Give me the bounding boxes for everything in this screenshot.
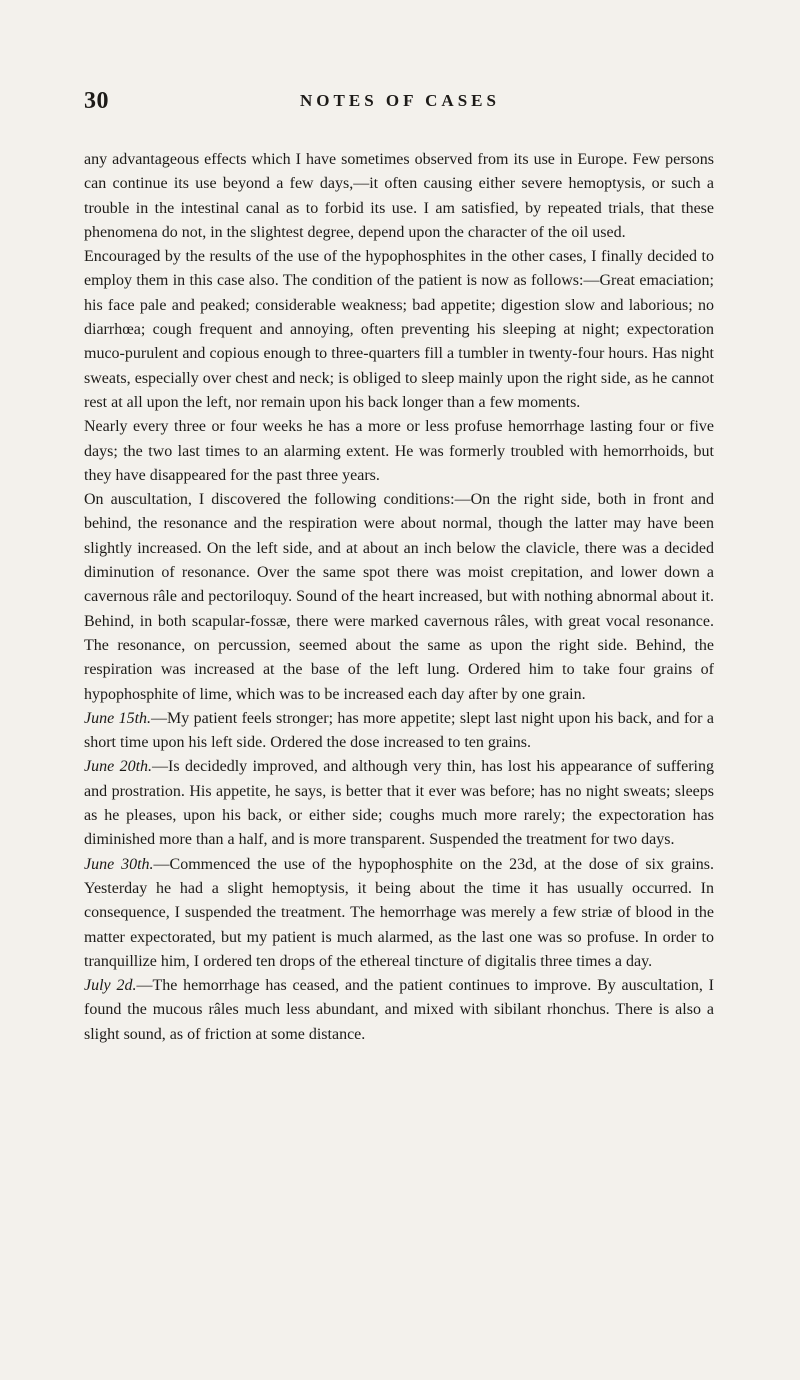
page-number: 30 (84, 88, 109, 114)
paragraph-text: —My patient feels stronger; has more appetite; slept last night upon his back, and for a short time upon his left side. Ordered the dose increased to ten grains. (84, 709, 714, 752)
paragraph-text: any advantageous effects which I have sometimes observed from its use in Europe. Few persons can continue its use beyond a few days,—it often causing either severe hemoptysis, or such a trouble in the intestinal canal as to forbid its use. I am satisfied, by repeated trials, that these phenomena do not, in the slightest degree, depend upon the character of the oil used. (84, 151, 714, 241)
paragraph-hypophosphites (84, 245, 714, 415)
paragraph-text: —Is decidedly improved, and although very thin, has lost his appearance of suffering and prostration. His appetite, he says, is better that it ever was before; has no night sweats; sleeps as he pleases, upon his back, or either side; coughs much more rarely; the expectoration has diminished more than a half, and is more transparent. Suspended the treatment for two days. (84, 758, 714, 849)
paragraph-auscultation (84, 488, 714, 707)
entry-date: June 20th. (84, 758, 153, 776)
entry-date: June 15th. (84, 709, 152, 727)
paragraph-continuation (84, 148, 714, 245)
paragraph-text: Encouraged by the results of the use of the hypophosphites in the other cases, I finally decided to employ them in this case also. The condition of the patient is now as follows:—Great emaciation; his face pale and peaked; considerable weakness; bad appetite; digestion slow and laborious; no diarrhœa; cough frequent and annoying, often preventing his sleeping at night; expectoration muco-purulent and copious enough to three-quarters fill a tumbler in twenty-four hours. Has night sweats, especially over chest and neck; is obliged to sleep mainly upon the right side, as he cannot rest at all upon the left, nor remain upon his back longer than a few moments. (84, 248, 714, 411)
paragraph-june-20 (84, 755, 714, 852)
paragraph-hemorrhage (84, 415, 714, 488)
paragraph-text: On auscultation, I discovered the following conditions:—On the right side, both in front and behind, the resonance and the respiration were about normal, though the latter may have been slightly increased. On the left side, and at about an inch below the clavicle, there was a decided diminution of resonance. Over the same spot there was moist crepitation, and lower down a cavernous râle and pectoriloquy. Sound of the heart increased, but with nothing abnormal about it. Behind, in both scapular-fossæ, there were marked cavernous râles, with great vocal resonance. The resonance, on percussion, seemed about the same as upon the right side. Behind, the respiration was increased at the base of the left lung. Ordered him to take four grains of hypophosphite of lime, which was to be increased each day after by one grain. (84, 491, 714, 703)
paragraph-june-30 (84, 853, 714, 974)
paragraph-text: —Commenced the use of the hypophosphite on the 23d, at the dose of six grains. Yesterday he had a slight hemoptysis, it being about the time it has usually occurred. In consequence, I suspended the treatment. The hemorrhage was merely a few striæ of blood in the matter expectorated, but my patient is much alarmed, as the last one was so profuse. In order to tranquillize him, I ordered ten drops of the ethereal tincture of digitalis three times a day. (84, 855, 714, 970)
paragraph-text: —The hemorrhage has ceased, and the patient continues to improve. By auscultation, I found the mucous râles much less abundant, and mixed with sibilant rhonchus. There is also a slight sound, as of friction at some distance. (84, 977, 715, 1043)
entry-date: June 30th. (84, 855, 154, 873)
paragraph-text: Nearly every three or four weeks he has a more or less profuse hemorrhage lasting four or five days; the two last times to an alarming extent. He was formerly troubled with hemorrhoids, but they have disappeared for the past three years. (84, 418, 714, 484)
paragraph-july-2 (84, 974, 714, 1047)
running-head (84, 88, 716, 118)
body-text (84, 148, 714, 1047)
entry-date: July 2d. (84, 977, 137, 995)
paragraph-june-15 (84, 707, 714, 756)
running-title: NOTES OF CASES (300, 91, 500, 110)
